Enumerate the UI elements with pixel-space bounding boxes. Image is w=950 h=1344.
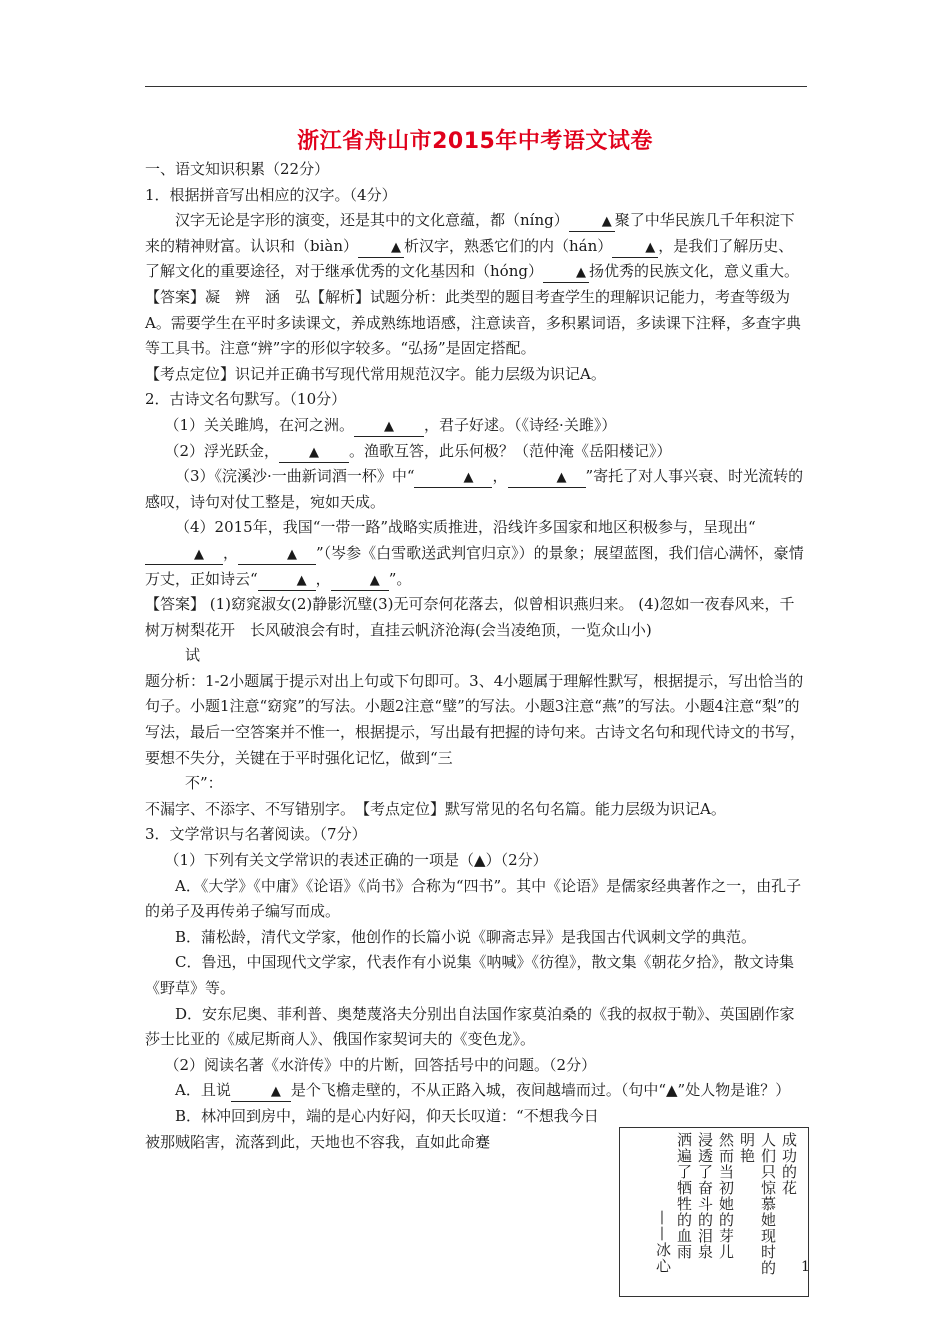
poem-line-6: 洒遍了牺牲的血雨	[675, 1132, 693, 1260]
q2-shi: 试	[185, 646, 201, 665]
q3-part2: （2）阅读名著《水浒传》中的片断，回答括号中的问题。（2分）	[164, 1055, 597, 1074]
page-title: 浙江省舟山市2015年中考语文试卷	[297, 129, 653, 154]
q2-sub3: （3）《浣溪沙·一曲新词酒一杯》中“ ▲ ， ▲ ”寄托了对人事兴衰、时光流转的感叹，诗句对仗工整是，宛如天成。	[145, 467, 804, 511]
q2-tail: 不漏字、不添字、不写错别字。 【考点定位】默写常见的名句名篇。能力层级为识记A。	[145, 799, 726, 818]
header-rule	[145, 86, 807, 87]
q2-sub2: （2）浮光跃金， ▲ 。渔歌互答，此乐何极？（范仲淹《岳阳楼记》）	[145, 439, 807, 465]
q2-busan: 不”：	[185, 774, 223, 793]
document-body	[145, 157, 807, 1155]
q2-sub4: （4）2015年，我国“一带一路”战略实质推进，沿线许多国家和地区积极参与，呈现出“▲ ， ▲ ”（岑参《白雪歌送武判官归京》）的景象；展望蓝图，我们信心满怀，豪情万丈，正如诗云“ ▲ ， ▲ ”。	[145, 515, 807, 592]
poem-box	[619, 1127, 809, 1297]
q3-option-d: D．安东尼奥、菲利普、奥楚蔑洛夫分别出自法国作家莫泊桑的《我的叔叔于勒》、英国剧作家莎士比亚的《威尼斯商人》、俄国作家契诃夫的《变色龙》。	[145, 1004, 795, 1049]
q1-text: 汉字无论是字形的演变，还是其中的文化意蕴，都（níng） ▲ 聚了中华民族几千年积淀下来的精神财富。认识和（biàn） ▲ 析汉字，熟悉它们的内（hán） ▲ ，是我们了解历史、了解文化的重要途径，对于继承优秀的文化基因和（hóng） ▲ 扬优秀的民族文化，意义重大。	[145, 208, 807, 285]
poem-line-5: 浸透了奋斗的泪泉	[696, 1132, 714, 1260]
q2-analysis: 题分析：1-2小题属于提示对出上句或下句即可。3、4小题属于理解性默写，根据提示，写出恰当的句子。小题1注意“窈窕”的写法。小题2注意“璧”的写法。小题3注意“燕”的写法。小题4注意“梨”的写法，最后一空答案并不惟一，根据提示，写出最有把握的诗句来。古诗文名句和现代诗文的书写，要想不失分，关键在于平时强化记忆，做到“三	[145, 671, 806, 767]
q3-option-b: B．蒲松龄，清代文学家，他创作的长篇小说《聊斋志异》是我国古代讽刺文学的典范。	[175, 927, 757, 946]
page-number: 1	[801, 1259, 810, 1275]
q3-heading: 3．文学常识与名著阅读。（7分）	[145, 825, 367, 844]
q2-sub1: （1）关关雎鸠，在河之洲。 ▲ ，君子好逑。（《诗经·关雎》）	[145, 413, 807, 439]
poem-line-1: 成功的花	[780, 1132, 798, 1196]
poem-line-4: 然而当初她的芽儿	[717, 1132, 735, 1260]
section-heading: 一、语文知识积累（22分）	[145, 160, 330, 178]
poem-line-2: 人们只惊慕她现时的	[759, 1132, 777, 1276]
q3-item-b: B．林冲回到房中，端的是心内好闷，仰天长叹道：“不想我今日被那贼陷害，流落到此，天地也不容我，直如此命蹇	[145, 1106, 599, 1151]
q1-heading: 1．根据拼音写出相应的汉字。（4分）	[145, 185, 397, 204]
q1-point: 【考点定位】识记并正确书写现代常用规范汉字。能力层级为识记A。	[145, 364, 606, 383]
q3-option-c: C．鲁迅，中国现代文学家，代表作有小说集《呐喊》《彷徨》，散文集《朝花夕拾》，散文诗集《野草》等。	[145, 953, 794, 997]
poem-line-3: 明艳	[738, 1132, 756, 1164]
poem-author: ——冰心	[654, 1210, 672, 1274]
q2-heading: 2．古诗文名句默写。（10分）	[145, 390, 347, 409]
q2-answer: 【答案】 (1)窈窕淑女(2)静影沉璧(3)无可奈何花落去，似曾相识燕归来。 (4)忽如一夜春风来，千树万树梨花开 长风破浪会有时，直挂云帆济沧海(会当凌绝顶，一览众山小)	[145, 595, 795, 639]
poem-columns	[653, 1132, 798, 1276]
q3-item-a: A．且说 ▲ 是个飞檐走壁的，不从正路入城，夜间越墙而过。（句中“▲”处人物是谁？）	[145, 1078, 807, 1104]
q3-part1: （1）下列有关文学常识的表述正确的一项是（▲）（2分）	[164, 851, 548, 870]
q1-answer: 【答案】凝 辨 涵 弘【解析】试题分析：此类型的题目考查学生的理解识记能力，考查等级为A。需要学生在平时多读课文，养成熟练地语感，注意读音，多积累词语，多读课下注释，多查字典等工具书。注意“辨”字的形似字较多。“弘扬”是固定搭配。	[145, 287, 801, 358]
q3-option-a: A．《大学》《中庸》《论语》《尚书》合称为“四书”。其中《论语》是儒家经典著作之一，由孔子的弟子及再传弟子编写而成。	[145, 876, 802, 921]
